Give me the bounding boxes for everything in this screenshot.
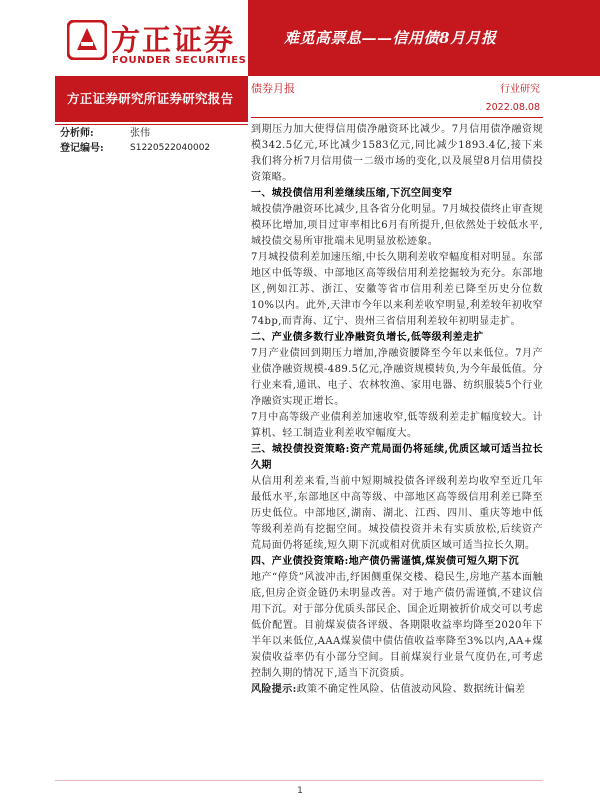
section-1-paragraph-1: 城投债净融资环比减少,且各省分化明显。7月城投债终止审查规模环比增加,项目过审率相比6月有所提升,但依然处于较低水平,城投债交易所审批端未见明显放松迹象。 <box>251 204 543 247</box>
section-1-heading: 一、城投债信用利差继续压缩,下沉空间变窄 <box>251 188 453 199</box>
section-2-heading: 二、产业债多数行业净融资负增长,低等级利差走扩 <box>251 332 484 343</box>
report-body <box>251 122 543 698</box>
section-1-paragraph-2: 7月城投债利差加速压缩,中长久期利差收窄幅度相对明显。东部地区中低等级、中部地区高等级信用利差挖掘较为充分。东部地区,例如江苏、浙江、安徽等省市信用利差已降至历史分位数10%以内。此外,天津市今年以来利差收窄明显,利差较年初收窄74bp,而青海、辽宁、贵州三省信用利差较年初明显走扩。 <box>251 252 543 327</box>
analyst-name: 张伟 <box>130 128 150 139</box>
section-3-paragraph-1: 从信用利差来看,当前中短期城投债各评级利差均收窄至近几年最低水平,东部地区中高等级、中部地区高等级信用利差已降至历史低位。中部地区,湖南、湖北、江西、四川、重庆等地中低等级利差尚有挖掘空间。城投债投资并未有实质放松,后续资产荒局面仍将延续,短久期下沉或相对优质区域可适当拉长久期。 <box>251 476 543 551</box>
report-title: 难觅高票息——信用债8月月报 <box>284 29 497 47</box>
section-2-paragraph-2: 7月中高等级产业债利差加速收窄,低等级利差走扩幅度较大。计算机、轻工制造业利差收窄幅度大。 <box>251 412 543 439</box>
registration-number: S1220522040002 <box>130 143 211 153</box>
section-3-heading: 三、城投债投资策略:资产荒局面仍将延续,优质区域可适当拉长久期 <box>251 444 543 471</box>
sidebar-divider <box>55 124 248 125</box>
analyst-info <box>60 126 246 156</box>
report-date: 2022.08.08 <box>485 102 540 113</box>
report-type: 债券月报 <box>251 82 295 95</box>
risk-warning-text: 政策不确定性风险、估值波动风险、数据统计偏差 <box>296 684 526 695</box>
logo-name-en: FOUNDER SECURITIES <box>112 55 247 66</box>
section-4-paragraph-1: 地产“停贷”风波冲击,纾困侧重保交楼、稳民生,房地产基本面触底,但房企资金链仍未明显改善。对于地产债仍需谨慎,不建议信用下沉。对于部分优质头部民企、国企近期被折价成交可以考虑低价配置。目前煤炭债各评级、各期限收益率均降至2020年下半年以来低位,AAA煤炭债中债估值收益率降至3%以内,AA+煤炭债收益率仍有小部分空间。目前煤炭行业景气度仍在,可考虑控制久期的情况下,适当下沉资质。 <box>251 572 543 679</box>
institute-banner <box>55 76 248 122</box>
intro-paragraph: 到期压力加大使得信用债净融资环比减少。7月信用债净融资规模342.5亿元,环比减少1583亿元,同比减少1893.4亿,接下来我们将分析7月信用债一二级市场的变化,以及展望8月信用债投资策略。 <box>251 124 543 183</box>
institute-banner-text: 方正证券研究所证券研究报告 <box>67 91 234 106</box>
registration-row <box>60 141 246 156</box>
founder-logo-icon <box>67 20 107 60</box>
report-category: 行业研究 <box>500 84 540 95</box>
registration-label: 登记编号: <box>60 143 104 154</box>
page-number: 1 <box>297 786 303 796</box>
founder-logo <box>67 18 247 70</box>
risk-warning-label: 风险提示: <box>251 684 297 695</box>
analyst-row <box>60 126 246 141</box>
footer-divider <box>55 780 543 781</box>
risk-warning <box>251 682 543 698</box>
section-4-heading: 四、产业债投资策略:地产债仍需谨慎,煤炭债可短久期下沉 <box>251 556 519 567</box>
section-2-paragraph-1: 7月产业债回到期压力增加,净融资腰降至今年以来低位。7月产业债净融资规模-489.5亿元,净融资规模转负,为今年最低值。分行业来看,通讯、电子、农林牧渔、家用电器、纺织服装5个行业净融资实现正增长。 <box>251 348 543 407</box>
logo-name-cn: 方正证券 <box>111 23 236 57</box>
analyst-label: 分析师: <box>60 128 94 139</box>
main-divider <box>251 117 543 118</box>
header-bar <box>248 0 600 76</box>
